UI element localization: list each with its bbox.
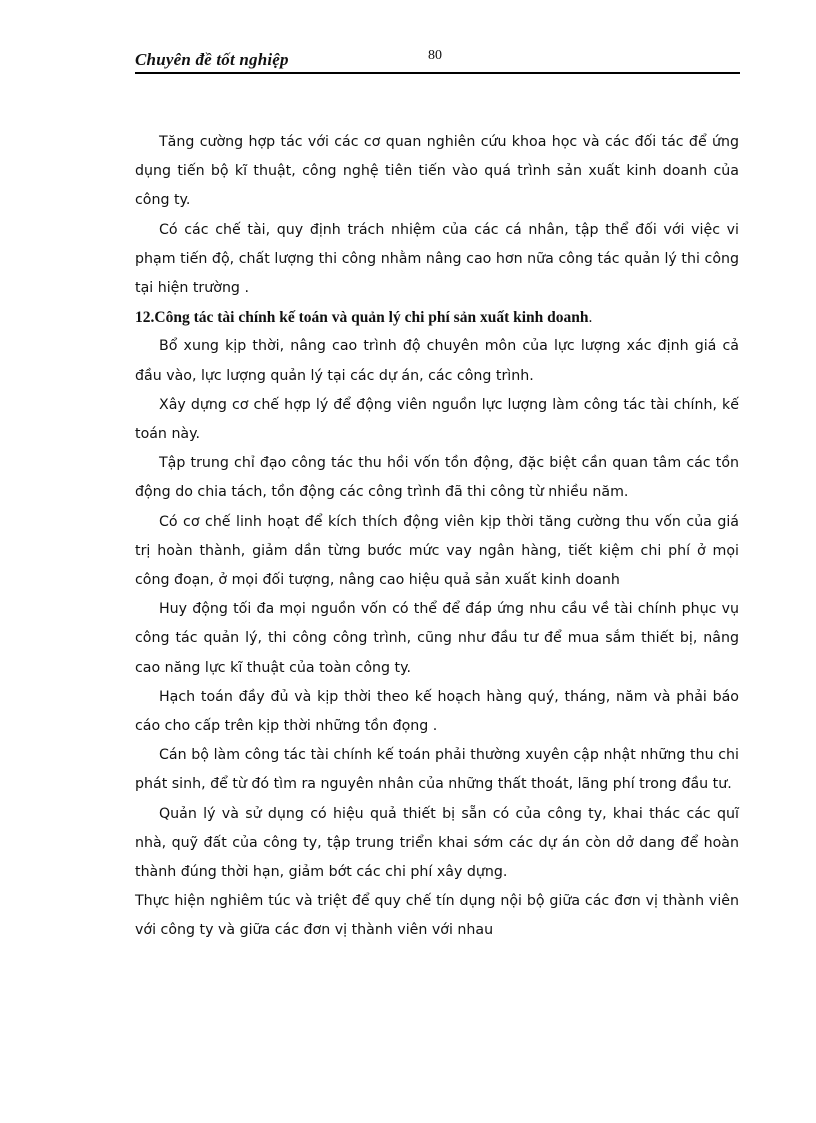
paragraph: Hạch toán đầy đủ và kịp thời theo kế hoạch hàng quý, tháng, năm và phải báo cáo cho cấp trên kịp thời những tồn đọng . (135, 688, 739, 735)
paragraph: Bổ xung kịp thời, nâng cao trình độ chuyên môn của lực lượng xác định giá cả đầu vào, lực lượng quản lý tại các dự án, các công trình. (135, 338, 739, 384)
page-header (135, 46, 740, 74)
paragraph: Tập trung chỉ đạo công tác thu hồi vốn tồn động, đặc biệt cần quan tâm các tồn động do chia tách, tồn động các công trình đã thi công từ nhiều năm. (135, 455, 739, 501)
section-heading-text: 12.Công tác tài chính kế toán và quản lý chi phí sản xuất kinh doanh (135, 309, 589, 327)
document-title: Chuyên đề tốt nghiệp (135, 50, 289, 69)
paragraph: Xây dựng cơ chế hợp lý để động viên nguồn lực lượng làm công tác tài chính, kế toán này. (135, 396, 739, 443)
paragraph: Huy động tối đa mọi nguồn vốn có thể để đáp ứng nhu cầu về tài chính phục vụ công tác quản lý, thi công công trình, cũng như đầu tư để mua sắm thiết bị, nâng cao năng lực kĩ thuật của toàn công ty. (135, 601, 739, 676)
paragraph: Có các chế tài, quy định trách nhiệm của các cá nhân, tập thể đối với việc vi phạm tiến độ, chất lượng thi công nhằm nâng cao hơn nữa công tác quản lý thi công tại hiện trường . (135, 221, 739, 297)
paragraph: Có cơ chế linh hoạt để kích thích động viên kịp thời tăng cường thu vốn của giá trị hoàn thành, giảm dần từng bước mức vay ngân hàng, tiết kiệm chi phí ở mọi công đoạn, ở mọi đối tượng, nâng cao hiệu quả sản xuất kinh doanh (135, 513, 739, 589)
paragraph: Cán bộ làm công tác tài chính kế toán phải thường xuyên cập nhật những thu chi phát sinh, để từ đó tìm ra nguyên nhân của những thất thoát, lãng phí trong đầu tư. (135, 747, 739, 793)
page-number: 80 (428, 48, 442, 63)
paragraph: Quản lý và sử dụng có hiệu quả thiết bị sẵn có của công ty, khai thác các quĩ nhà, quỹ đất của công ty, tập trung triển khai sớm các dự án còn dở dang để hoàn thành đúng thời hạn, giảm bớt các chi phí xây dựng. (135, 805, 739, 881)
section-heading (135, 303, 739, 332)
document-body (135, 128, 739, 946)
section-heading-suffix: . (588, 309, 593, 327)
paragraph: Tăng cường hợp tác với các cơ quan nghiên cứu khoa học và các đối tác để ứng dụng tiến bộ kĩ thuật, công nghệ tiên tiến vào quá trình sản xuất kinh doanh của công ty. (135, 134, 739, 209)
final-paragraph: Thực hiện nghiêm túc và triệt để quy chế tín dụng nội bộ giữa các đơn vị thành viên với công ty và giữa các đơn vị thành viên với nhau (135, 893, 739, 939)
